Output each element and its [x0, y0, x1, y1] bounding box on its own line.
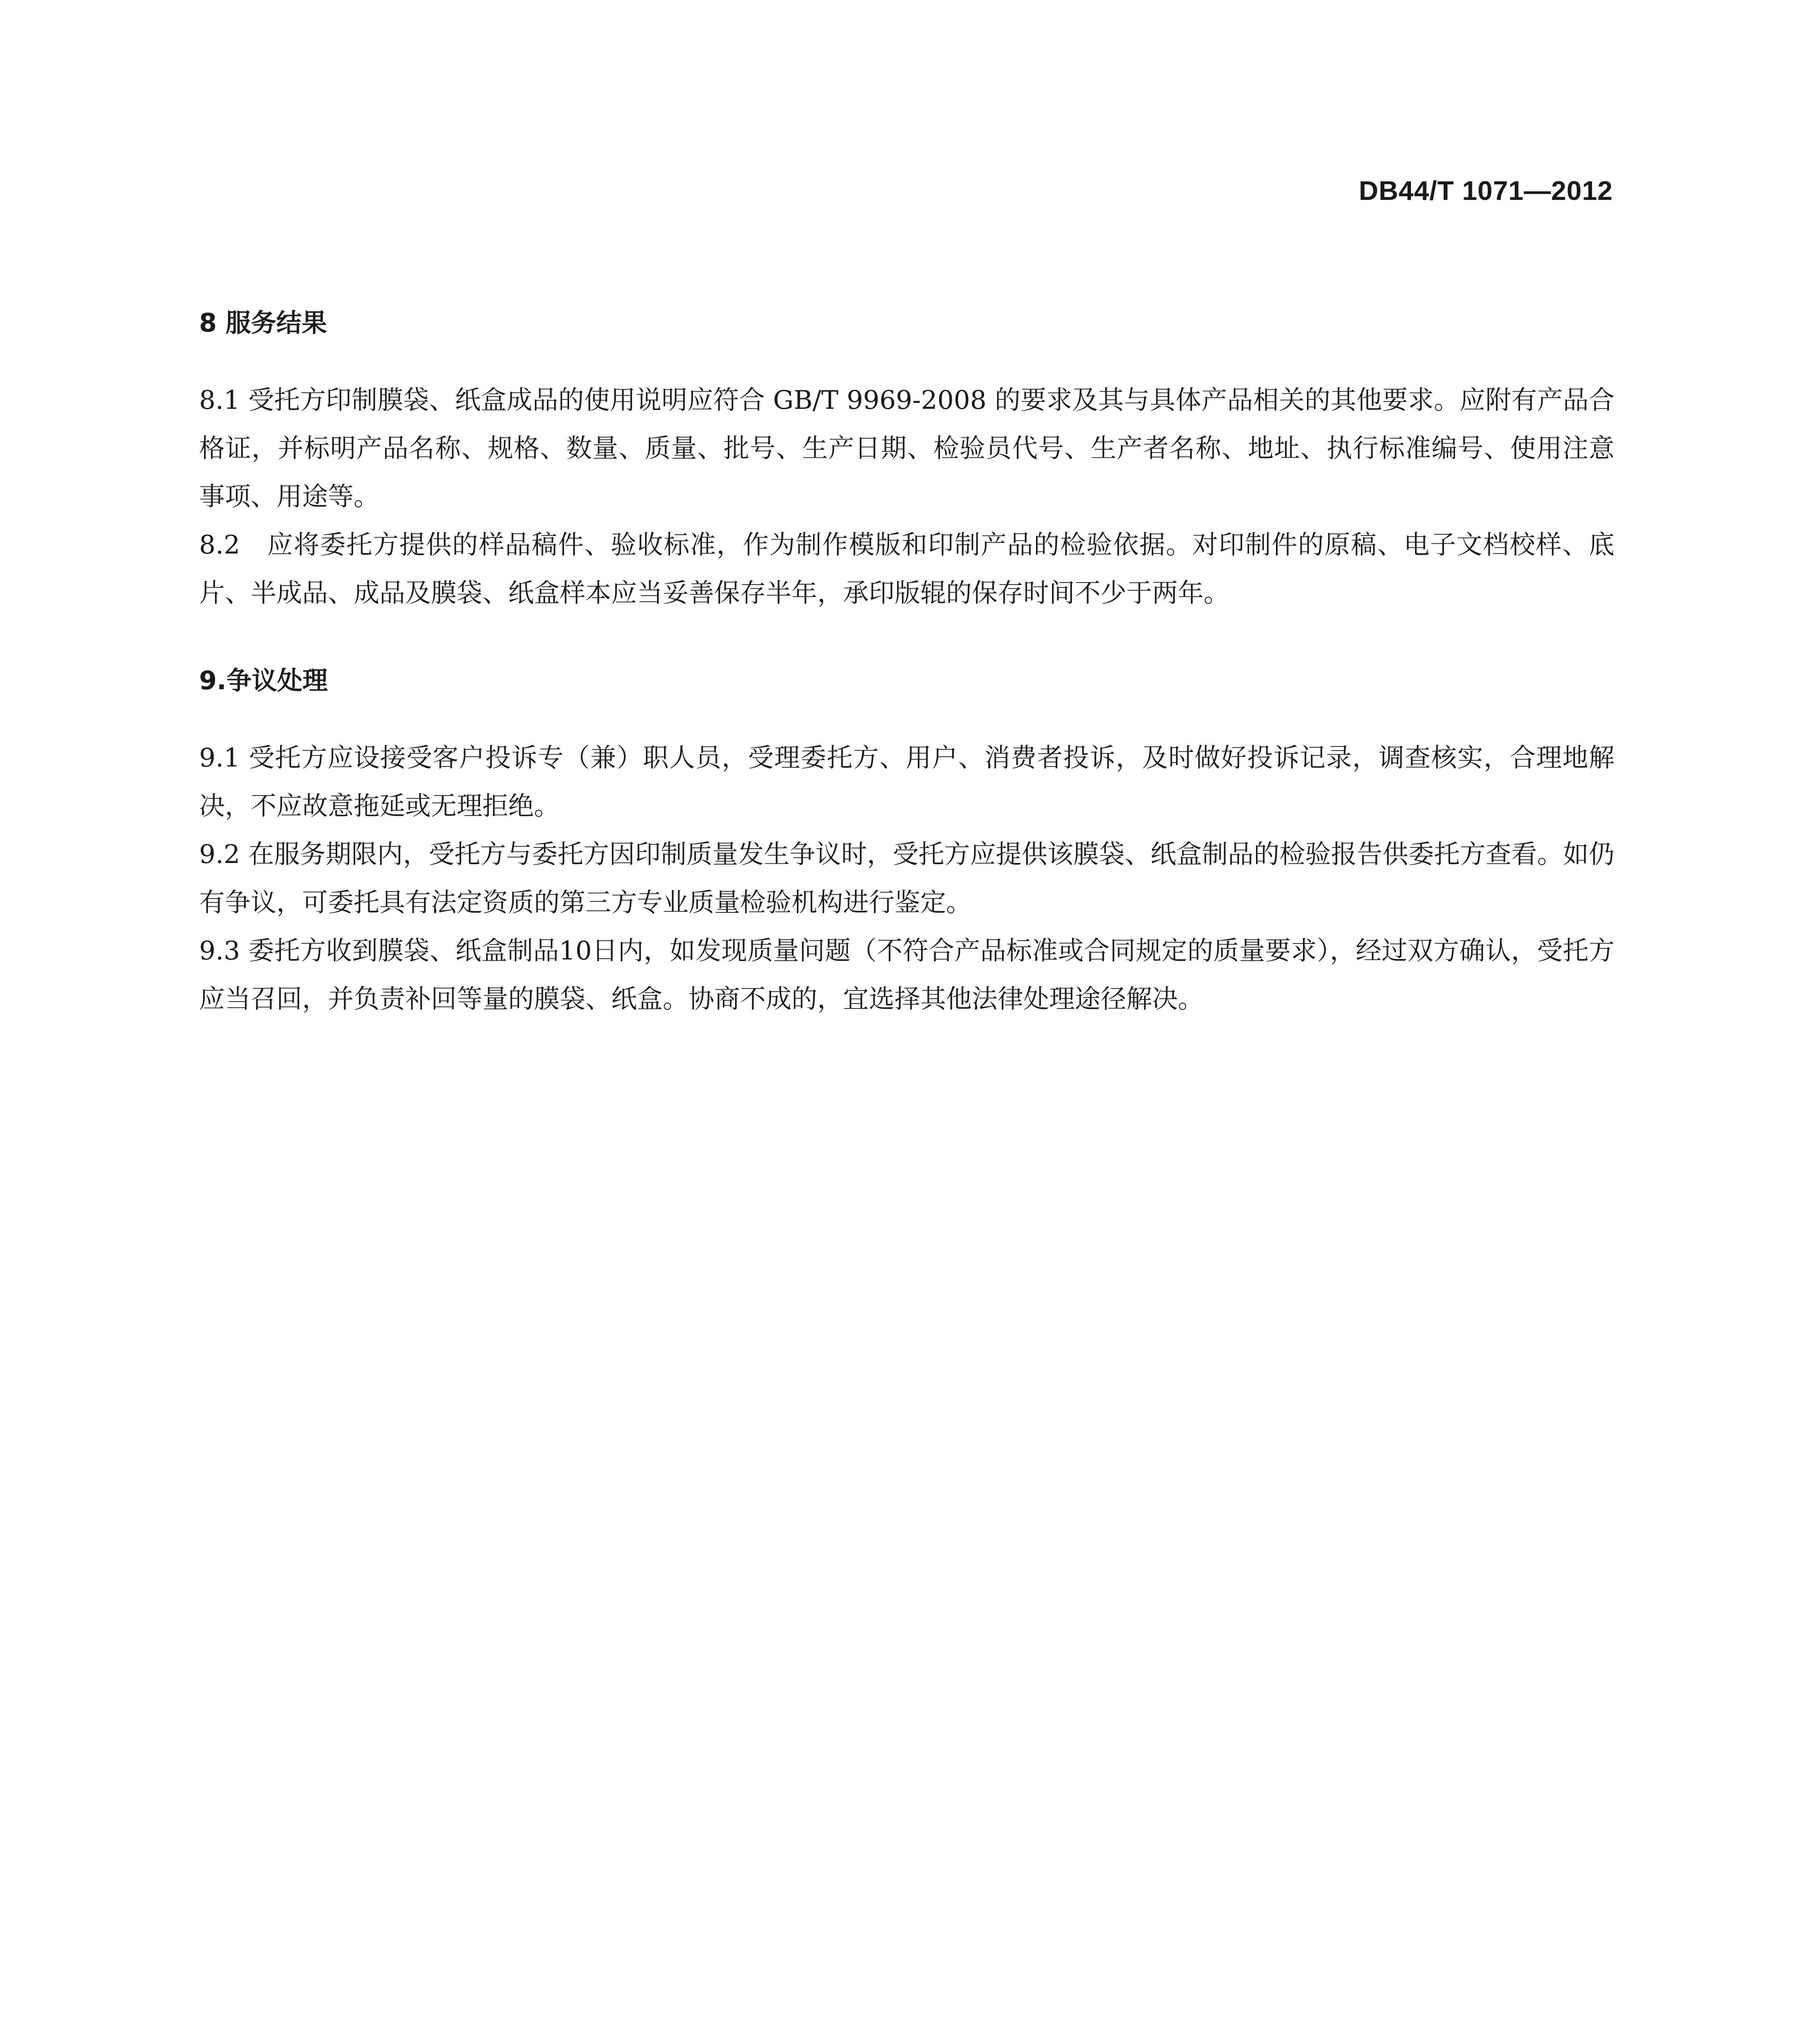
standard-code: DB44/T 1071—2012: [1359, 175, 1613, 206]
clause-9-3: 9.3 委托方收到膜袋、纸盒制品10日内，如发现质量问题（不符合产品标准或合同规定的质量要求），经过双方确认，受托方应当召回，并负责补回等量的膜袋、纸盒。协商不成的，宜选择其他法律处理途径解决。: [199, 936, 1614, 1014]
clause-9-1: 9.1 受托方应设接受客户投诉专（兼）职人员，受理委托方、用户、消费者投诉，及时做好投诉记录，调查核实，合理地解决，不应故意拖延或无理拒绝。: [199, 743, 1614, 821]
clause-8-1: 8.1 受托方印制膜袋、纸盒成品的使用说明应符合 GB/T 9969-2008 的要求及其与具体产品相关的其他要求。应附有产品合格证，并标明产品名称、规格、数量、质量、批号、生产日期、检验员代号、生产者名称、地址、执行标准编号、使用注意事项、用途等。: [199, 385, 1614, 511]
section-dispute-handling: [199, 660, 1614, 1023]
clause-9-2: 9.2 在服务期限内，受托方与委托方因印制质量发生争议时，受托方应提供该膜袋、纸盒制品的检验报告供委托方查看。如仍有争议，可委托具有法定资质的第三方专业质量检验机构进行鉴定。: [199, 839, 1614, 917]
section-service-results: [199, 303, 1614, 617]
section-heading: 8 服务结果: [199, 308, 327, 338]
section-heading: 9.争议处理: [199, 666, 328, 695]
document-body: [199, 303, 1614, 1023]
clause-8-2: 8.2 应将委托方提供的样品稿件、验收标准，作为制作模版和印制产品的检验依据。对印制件的原稿、电子文档校样、底片、半成品、成品及膜袋、纸盒样本应当妥善保存半年，承印版辊的保存时间不少于两年。: [199, 530, 1614, 608]
